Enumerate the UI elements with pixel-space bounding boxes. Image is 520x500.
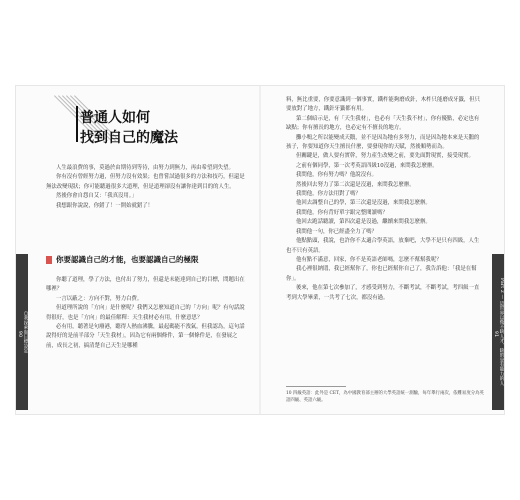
paragraph: 我心裡很納悶，我已經幫你了，你也已經幫你自己了，我告訴他：「我是在幫你」。 — [286, 266, 477, 282]
right-page-text — [286, 96, 484, 303]
paragraph: 第二個暗示是，有「天生我材」，也必有「天生我不材」，你有優點，必定也有缺點；你有擅長的地方，也必定有不擅長的地方。 — [286, 115, 480, 132]
footnote-divider — [286, 386, 346, 387]
paragraph: 他回去跑話聽讀，第四次還是沒過，繼續來問我怎麼辦。 — [296, 219, 431, 226]
chapter-title — [80, 108, 178, 148]
right-side-tab-text: Part 2 — 這世界以後不缺人才，缺的是有能力的人 — [499, 278, 504, 386]
paragraph: 料，無比重要，你要意識到一個事實，鐵杵能夠磨成針，木杵只能磨成牙籤，但只要放對了地方，鐵針牙籤都有用。 — [286, 97, 481, 113]
paragraph: 你有沒有曾經努力過，但努力沒有效果；也曾嘗試過很多的方法和技巧，但還是無法改變現狀；你可能聽過很多大道理，但是道理卻沒有讓你達到目的的人生。 — [46, 174, 245, 190]
paragraph: 他點點頭，我說，也許你不太適合學英語，放棄吧，大學不是只有四級，人生也不只有英語。 — [286, 238, 480, 254]
paragraph: 我問他，你方法用對了嗎？ — [296, 191, 361, 198]
intro-text — [46, 164, 246, 211]
section-heading-text: 你要認識自己的才能，也要認識自己的極限 — [56, 255, 199, 264]
title-rule — [76, 106, 78, 142]
paragraph: 之前有個同學，第一次考英語四級10沒過，來問我怎麼辦。 — [296, 162, 438, 169]
paragraph: 我問他一句，你已經盡全力了嗎？ — [296, 228, 377, 235]
section-text — [46, 276, 246, 351]
paragraph: 我問他，你有背好單字跟完整閱讀嗎？ — [296, 209, 388, 216]
paragraph: 我想跟你說說，你錯了！一開始就錯了！ — [56, 202, 154, 209]
section-heading — [46, 254, 246, 265]
left-side-tab-text: 自我探索與目標設定 — [23, 310, 28, 354]
paragraph: 攤小鴨之所以能變成天鵝，並不是因為牠有多努力，而是因為牠本來是天鵝的孩子，你要知道你天生擅長什麼，要發現你的天賦，然後順勢而為。 — [286, 134, 480, 151]
book-spread — [16, 86, 504, 414]
footnote: 10 四級英語：此外是 CET，為中國教育部主辦的大學英語統一測驗，每年舉行兩次，依難易度分為英語四級、英語六級。 — [286, 391, 484, 403]
paragraph: 然後你會自怨自艾：「我真沒用。」 — [56, 193, 137, 200]
left-page-number: 90 — [17, 330, 22, 338]
paragraph: 然後回去努力了第二次還是沒過，來問我怎麼辦。 — [296, 181, 415, 188]
paragraph: 但道理所說的「方向」是什麼呢？我們又怎麼知道自己的「方向」呢？有句話說得很好，也是「方向」的最佳解釋：天生我材必有用，什麼意思？ — [46, 305, 245, 321]
paragraph: 我問他，你有努力嗎？他說沒有。 — [296, 172, 377, 179]
paragraph: 必有用，聽著是句廢港，聽得人熱血沸騰，最起碼能不洩氣，但我認為，這句話說得好的是前半部分「天生我材」，因為它有兩個條件，第一個條件是，在發展之前，成長之初，搞清楚自己天生是哪種 — [46, 324, 245, 349]
paragraph: 他有點不滿意，回家，你不是英語老師嗎，怎麼不幫幫我呢？ — [296, 256, 442, 263]
paragraph: 他回去調整自己的學，第三次還是沒過，來問我怎麼辦。 — [296, 200, 431, 207]
left-side-tab — [16, 254, 28, 410]
right-side-tab — [492, 254, 504, 410]
heading-marker — [46, 256, 52, 264]
paragraph: 你聽了道理，學了方法，也付出了努力，但還是未能達到自己的目標，問題出在哪裡？ — [46, 277, 245, 293]
paragraph: 人生最浪費的事，莫過於由期待到等待，由努力到無力，再由希望到失望。 — [56, 165, 234, 171]
paragraph: 一言以蔽之：方向不對，努力白費。 — [56, 295, 143, 302]
right-page-number: 91 — [493, 330, 498, 338]
chapter-title-line1: 普通人如何 — [80, 110, 150, 126]
right-page — [260, 86, 504, 414]
left-page — [16, 86, 260, 414]
paragraph: 但關鍵是，做人要有實幹，努力產生改變之前，要先面對現實，接受現實。 — [296, 153, 474, 160]
paragraph: 後來，他在第七次參加了，才感受到努力，不斷考試，不斷考試，考四級一直考到大學畢業，一共考了七次，都沒有過。 — [286, 285, 480, 301]
chapter-title-line2: 找到自己的魔法 — [80, 130, 178, 146]
